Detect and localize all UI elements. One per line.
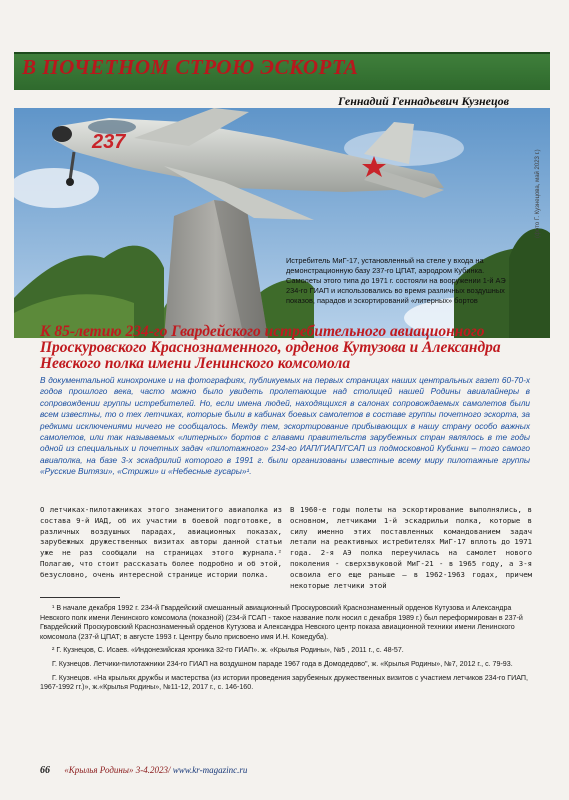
author-name: Геннадий Геннадьевич Кузнецов <box>338 94 509 108</box>
article-headline: К 85-летию 234-го Гвардейского истребительного авиационного Проскуровского Краснознаменного, орденов Кутузова и Александра Невского полка имени Ленинского комсомола <box>40 323 501 372</box>
footnote-1: ¹ В начале декабря 1992 г. 234-й Гвардейский смешанный авиационный Проскуровский Краснознаменный орденов Кутузова и Александра Невского полк имени Ленинского комсомола (показной) (234-й ГСАП - такое название полк носил с декабря 1989 г.) был переформирован в 237-й Гвардейский Проскуровский Краснознаменный орденов Кутузова и Александра Невского центр показа авиационной техники имени Ленинского комсомола (237-й ЦПАТ; в августе 1993 г. Центру было присвоено имя И.Н. Кожедуба). <box>40 604 523 641</box>
page-footer <box>40 765 247 776</box>
footnote-2: ² Г. Кузнецов, С. Исаев. «Индонезийская хроника 32-го ГИАП». ж. «Крылья Родины», №5 , 2011 г., с. 48-57. <box>52 646 404 655</box>
footnote-3: Г. Кузнецов. Летчики-пилотажники 234-го ГИАП на воздушном параде 1967 года в Домодедово", ж. «Крылья Родины», №7, 2012 г., с. 79-93. <box>52 659 513 668</box>
photo-credit: (фото Г. Кузнецова, май 2023 г.) <box>535 149 541 238</box>
page-number: 66 <box>40 765 50 776</box>
magazine-issue: «Крылья Родины» 3-4.2023/ <box>64 765 171 775</box>
footnotes <box>40 604 532 697</box>
photo-caption: Истребитель МиГ-17, установленный на стеле у входа на демонстрационную базу 237-го ЦПАТ, аэродром Кубинка. Самолеты этого типа до 1971 г. состояли на вооружении 1-й АЭ 234-го ГИАП и использовались во время различных воздушных показов, парадов и эскортирований «литерных» бортов <box>286 256 506 305</box>
tail-number: 237 <box>92 131 126 153</box>
body-column-right: В 1960-е годы полеты на эскортирование выполнялись, в основном, летчиками 1-й эскадрильи полка, которые в силу именно этих поставленных командованием задач летали на реактивных истребителях МиГ-17 вплоть до 1971 года. 2-я АЭ полка переучилась на самолет нового поколения - сверхзвуковой МиГ-21 - в 1965 году, а 3-я освоила его еще раньше – в 1962-1963 годах, причем некоторые летчики этой <box>290 505 532 590</box>
article-lead: В документальной кинохронике и на фотографиях, публикуемых на первых страницах наших центральных газет 60-70-х годов прошлого века, часто можно было увидеть пролетающие над столицей нашей Родины авиалайнеры в сопровождении группы истребителей. Но, если имена людей, находящихся в салонах сопровождаемых самолетов были всем известны, то о тех летчиках, которые были в кабинах боевых самолетов в составе группы почетного эскорта, за редкими исключениями ничего не сообщалось. Между тем, эскортирование прибывающих в нашу страну особо важных самолетов, или так называемых «литерных» бортов с главами правительств зарубежных стран являлось в те годы одной из специальных и почетных задач «пилотажного» 234-го ИАП/ГИАП/ГСАП из подмосковной Кубинки – того самого авиаполка, на базе 3-х эскадрилий которого в 1991 г. были организованы известные всему миру пилотажные группы «Русские Витязи», «Стрижи» и «Небесные гусары»¹. <box>40 375 530 477</box>
body-column-left: О летчиках-пилотажниках этого знаменитого авиаполка из состава 9-й ИАД, об их участии в боевой подготовке, в различных воздушных парадах, авиационных показах, зарубежных дружественных визитах авторы данной статьи уже не раз сообщали на страницах этого журнала.² Полагаю, что стоит рассказать более подробно и об этой, безусловно, очень интересной странице истории полка. <box>40 505 282 579</box>
footnote-4: Г. Кузнецов. «На крыльях дружбы и мастерства (из истории проведения зарубежных дружественных визитов с участием летчиков 234-го ГИАП, 1967-1992 гг.)», ж.«Крылья Родины», №11-12, 2017 г., с. 146-160. <box>40 673 528 692</box>
footnote-divider <box>40 597 120 598</box>
section-title: В ПОЧЕТНОМ СТРОЮ ЭСКОРТА <box>22 55 359 79</box>
magazine-website: www.kr-magazinc.ru <box>172 765 248 775</box>
